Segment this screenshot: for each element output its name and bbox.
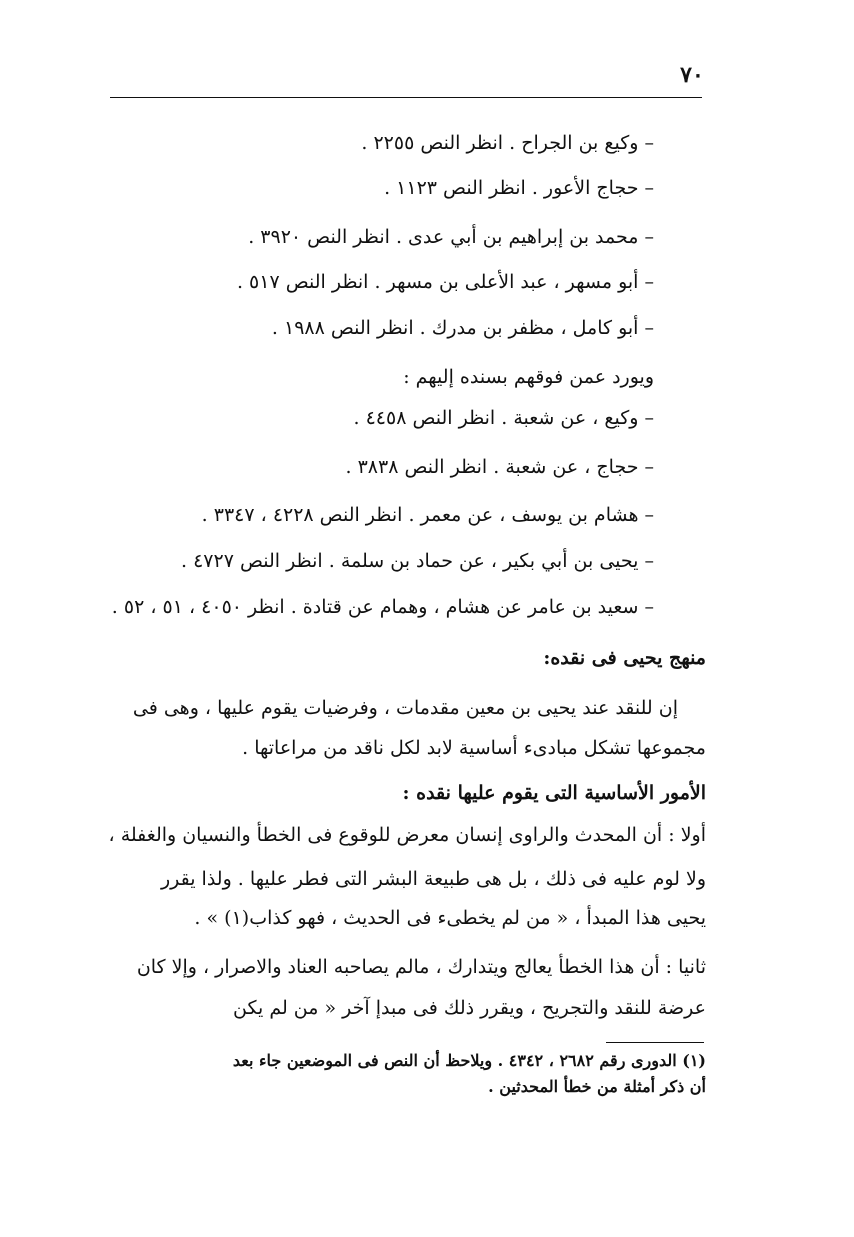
chain-line: – سعيد بن عامر عن هشام ، وهمام عن قتادة . انظر ٤٠٥٠ ، ٥١ ، ٥٢ . [111,596,654,618]
page-number: ٧٠ [680,62,704,88]
paragraph-line: عرضة للنقد والتجريح ، ويقرر ذلك فى مبدإ آخر « من لم يكن [233,997,706,1019]
paragraph-line: أولا : أن المحدث والراوى إنسان معرض للوقوع فى الخطأ والنسيان والغفلة ، [108,824,706,846]
paragraph-line: مجموعها تشكل مبادىء أساسية لابد لكل ناقد من مراعاتها . [242,737,706,759]
header-rule [110,97,702,98]
footnote-rule [606,1042,704,1043]
footnote-line: أن ذكر أمثلة من خطأ المحدثين . [488,1077,706,1096]
narrator-line: – حجاج الأعور . انظر النص ١١٢٣ . [384,177,654,199]
paragraph-line: إن للنقد عند يحيى بن معين مقدمات ، وفرضيات يقوم عليها ، وهى فى [132,697,678,719]
narrator-line: – محمد بن إبراهيم بن أبي عدى . انظر النص ٣٩٢٠ . [248,226,654,248]
chain-line: – هشام بن يوسف ، عن معمر . انظر النص ٤٢٢٨ ، ٣٣٤٧ . [201,504,654,526]
narrator-line: – أبو مسهر ، عبد الأعلى بن مسهر . انظر النص ٥١٧ . [236,271,654,293]
chain-line: – حجاج ، عن شعبة . انظر النص ٣٨٣٨ . [345,456,654,478]
paragraph-line: ثانيا : أن هذا الخطأ يعالج ويتدارك ، مالم يصاحبه العناد والاصرار ، وإلا كان [136,956,706,978]
intro-line: ويورد عمن فوقهم بسنده إليهم : [403,366,654,388]
section-heading: الأمور الأساسية التى يقوم عليها نقده : [402,782,706,804]
narrator-line: – أبو كامل ، مظفر بن مدرك . انظر النص ١٩٨٨ . [271,317,654,339]
footnote-line: (١) الدورى رقم ٢٦٨٢ ، ٤٣٤٢ . ويلاحظ أن النص فى الموضعين جاء بعد [232,1051,706,1070]
chain-line: – يحيى بن أبي بكير ، عن حماد بن سلمة . انظر النص ٤٧٢٧ . [180,550,654,572]
section-heading: منهج يحيى فى نقده: [543,647,706,669]
chain-line: – وكيع ، عن شعبة . انظر النص ٤٤٥٨ . [353,407,654,429]
narrator-line: – وكيع بن الجراح . انظر النص ٢٢٥٥ . [361,132,654,154]
paragraph-line: ولا لوم عليه فى ذلك ، بل هى طبيعة البشر التى فطر عليها . ولذا يقرر [160,868,706,890]
paragraph-line: يحيى هذا المبدأ ، « من لم يخطىء فى الحديث ، فهو كذاب(١) » . [194,907,706,929]
